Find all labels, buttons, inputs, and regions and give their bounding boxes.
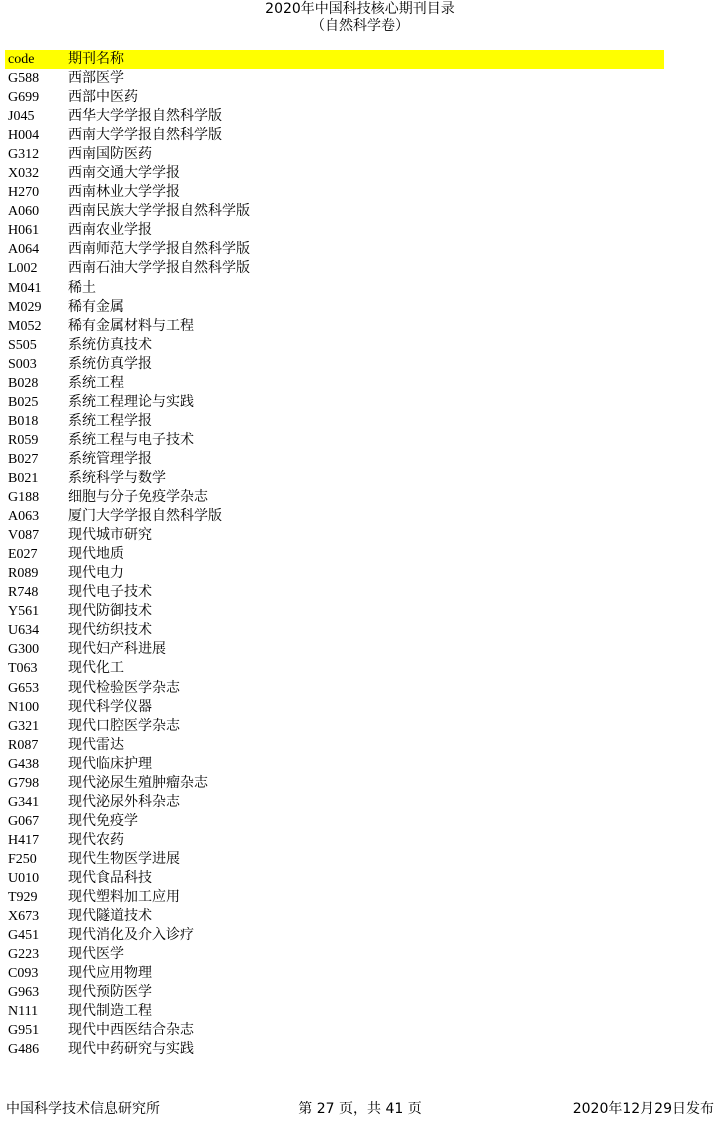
journal-code: H061 (8, 223, 40, 239)
table-row (5, 945, 664, 964)
table-row (5, 640, 664, 659)
table-row (5, 564, 664, 583)
journal-code: G963 (8, 985, 40, 1001)
journal-name: 西南石油大学学报自然科学版 (68, 260, 250, 277)
journal-code: G438 (8, 756, 40, 772)
journal-code: L002 (8, 261, 38, 277)
table-row (5, 679, 664, 698)
table-row (5, 507, 664, 526)
journal-code: H004 (8, 128, 40, 144)
journal-name: 现代应用物理 (68, 965, 152, 982)
table-row (5, 221, 664, 240)
journal-code: M029 (8, 299, 42, 315)
table-row (5, 88, 664, 107)
table-row (5, 621, 664, 640)
journal-name: 西南师范大学学报自然科学版 (68, 241, 250, 258)
journal-code: E027 (8, 547, 38, 563)
journal-name: 现代塑料加工应用 (68, 889, 180, 906)
journal-code: G653 (8, 680, 40, 696)
journal-code: G951 (8, 1023, 40, 1039)
journal-code: G321 (8, 718, 40, 734)
journal-name: 现代医学 (68, 946, 124, 963)
journal-name: 系统工程学报 (68, 412, 152, 429)
table-row (5, 450, 664, 469)
table-row (5, 355, 664, 374)
journal-code: B018 (8, 413, 39, 429)
journal-name: 现代口腔医学杂志 (68, 717, 180, 734)
journal-code: R087 (8, 737, 39, 753)
journal-code: A060 (8, 204, 40, 220)
table-row (5, 469, 664, 488)
journal-name: 西南林业大学学报 (68, 184, 180, 201)
journal-name: 系统工程理论与实践 (68, 393, 194, 410)
journal-name: 现代泌尿外科杂志 (68, 793, 180, 810)
table-row (5, 850, 664, 869)
journal-code: R059 (8, 432, 39, 448)
journal-name: 现代消化及介入诊疗 (68, 927, 194, 944)
journal-name: 现代检验医学杂志 (68, 679, 180, 696)
journal-code: A064 (8, 242, 40, 258)
table-row (5, 412, 664, 431)
journal-name: 现代预防医学 (68, 984, 152, 1001)
journal-code: X673 (8, 909, 40, 925)
table-row (5, 964, 664, 983)
table-row (5, 812, 664, 831)
table-row (5, 717, 664, 736)
table-row (5, 240, 664, 259)
table-row (5, 926, 664, 945)
table-row (5, 183, 664, 202)
table-row (5, 1040, 664, 1059)
journal-table-body (5, 69, 664, 1059)
table-row (5, 736, 664, 755)
table-row (5, 107, 664, 126)
journal-name: 稀有金属 (68, 298, 124, 315)
journal-name: 现代隧道技术 (68, 908, 152, 925)
table-row (5, 583, 664, 602)
table-row (5, 793, 664, 812)
journal-code: G067 (8, 813, 40, 829)
journal-name: 西南交通大学学报 (68, 165, 180, 182)
table-row (5, 831, 664, 850)
document-title: 2020年中国科技核心期刊目录 (265, 1, 455, 17)
table-row (5, 69, 664, 88)
table-row (5, 659, 664, 678)
journal-name: 现代防御技术 (68, 603, 152, 620)
journal-name: 西华大学学报自然科学版 (68, 108, 222, 125)
journal-name: 现代雷达 (68, 736, 124, 753)
journal-code: G341 (8, 794, 40, 810)
journal-code: B021 (8, 470, 39, 486)
table-row (5, 126, 664, 145)
journal-code: C093 (8, 966, 39, 982)
journal-name: 现代临床护理 (68, 755, 152, 772)
footer-page-number: 第 27 页，共 41 页 (298, 1101, 422, 1117)
journal-name: 现代农药 (68, 831, 124, 848)
journal-name: 系统管理学报 (68, 450, 152, 467)
table-row (5, 317, 664, 336)
table-header-row (5, 50, 664, 69)
journal-code: G451 (8, 928, 40, 944)
journal-code: S003 (8, 356, 37, 372)
journal-name: 系统科学与数学 (68, 469, 166, 486)
journal-name: 厦门大学学报自然科学版 (68, 508, 222, 525)
table-row (5, 774, 664, 793)
journal-name: 稀有金属材料与工程 (68, 317, 194, 334)
journal-code: U010 (8, 870, 40, 886)
table-row (5, 602, 664, 621)
journal-code: B028 (8, 375, 39, 391)
journal-code: G798 (8, 775, 40, 791)
document-subtitle: （自然科学卷） (311, 18, 409, 34)
journal-name: 现代免疫学 (68, 812, 138, 829)
journal-code: Y561 (8, 604, 40, 620)
journal-name: 现代纺织技术 (68, 622, 152, 639)
journal-code: N111 (8, 1004, 39, 1020)
journal-code: M041 (8, 280, 42, 296)
table-row (5, 202, 664, 221)
table-row (5, 374, 664, 393)
journal-name: 稀土 (68, 279, 96, 296)
table-row (5, 431, 664, 450)
journal-code: A063 (8, 509, 40, 525)
table-row (5, 526, 664, 545)
journal-name: 现代科学仪器 (68, 698, 152, 715)
journal-name: 西南农业学报 (68, 222, 152, 239)
footer-publisher: 中国科学技术信息研究所 (6, 1101, 160, 1117)
journal-code: B027 (8, 451, 39, 467)
table-row (5, 1002, 664, 1021)
table-row (5, 393, 664, 412)
journal-code: U634 (8, 623, 40, 639)
journal-code: R089 (8, 566, 39, 582)
journal-name: 西南国防医药 (68, 146, 152, 163)
table-row (5, 1021, 664, 1040)
table-row (5, 279, 664, 298)
journal-name: 现代电子技术 (68, 584, 152, 601)
journal-code: G699 (8, 90, 40, 106)
journal-code: G188 (8, 490, 40, 506)
table-row (5, 888, 664, 907)
journal-code: T929 (8, 890, 38, 906)
table-row (5, 145, 664, 164)
table-row (5, 488, 664, 507)
journal-name: 细胞与分子免疫学杂志 (68, 489, 208, 506)
journal-code: G486 (8, 1042, 40, 1058)
journal-name: 系统工程 (68, 374, 124, 391)
journal-name: 现代城市研究 (68, 527, 152, 544)
journal-code: G312 (8, 147, 40, 163)
journal-name: 西南大学学报自然科学版 (68, 127, 222, 144)
journal-code: X032 (8, 166, 40, 182)
table-row (5, 698, 664, 717)
table-row (5, 545, 664, 564)
journal-name: 现代生物医学进展 (68, 850, 180, 867)
journal-name: 系统工程与电子技术 (68, 431, 194, 448)
column-header-name: 期刊名称 (68, 51, 124, 67)
journal-code: N100 (8, 699, 40, 715)
journal-name: 现代制造工程 (68, 1003, 152, 1020)
journal-code: G588 (8, 71, 40, 86)
journal-code: J045 (8, 109, 35, 125)
journal-code: H270 (8, 185, 40, 201)
journal-name: 西部医学 (68, 70, 124, 86)
journal-name: 现代地质 (68, 546, 124, 563)
table-row (5, 336, 664, 355)
journal-name: 现代中药研究与实践 (68, 1041, 194, 1058)
column-header-code: code (8, 52, 35, 67)
table-row (5, 983, 664, 1002)
journal-name: 西南民族大学学报自然科学版 (68, 203, 250, 220)
table-row (5, 755, 664, 774)
journal-code: H417 (8, 832, 40, 848)
journal-code: M052 (8, 318, 42, 334)
journal-name: 现代电力 (68, 565, 124, 582)
journal-code: B025 (8, 394, 39, 410)
journal-code: R748 (8, 585, 39, 601)
journal-name: 系统仿真学报 (68, 355, 152, 372)
table-row (5, 259, 664, 278)
table-row (5, 298, 664, 317)
journal-name: 系统仿真技术 (68, 336, 152, 353)
journal-name: 西部中医药 (68, 89, 138, 106)
journal-name: 现代中西医结合杂志 (68, 1022, 194, 1039)
journal-name: 现代化工 (68, 660, 124, 677)
table-row (5, 907, 664, 926)
journal-code: V087 (8, 528, 40, 544)
journal-code: G223 (8, 947, 40, 963)
journal-code: F250 (8, 851, 37, 867)
table-row (5, 164, 664, 183)
journal-code: T063 (8, 661, 38, 677)
journal-code: S505 (8, 337, 37, 353)
table-row (5, 869, 664, 888)
journal-name: 现代妇产科进展 (68, 641, 166, 658)
journal-name: 现代食品科技 (68, 869, 152, 886)
footer-publish-date: 2020年12月29日发布 (572, 1101, 714, 1117)
journal-code: G300 (8, 642, 40, 658)
journal-name: 现代泌尿生殖肿瘤杂志 (68, 774, 208, 791)
